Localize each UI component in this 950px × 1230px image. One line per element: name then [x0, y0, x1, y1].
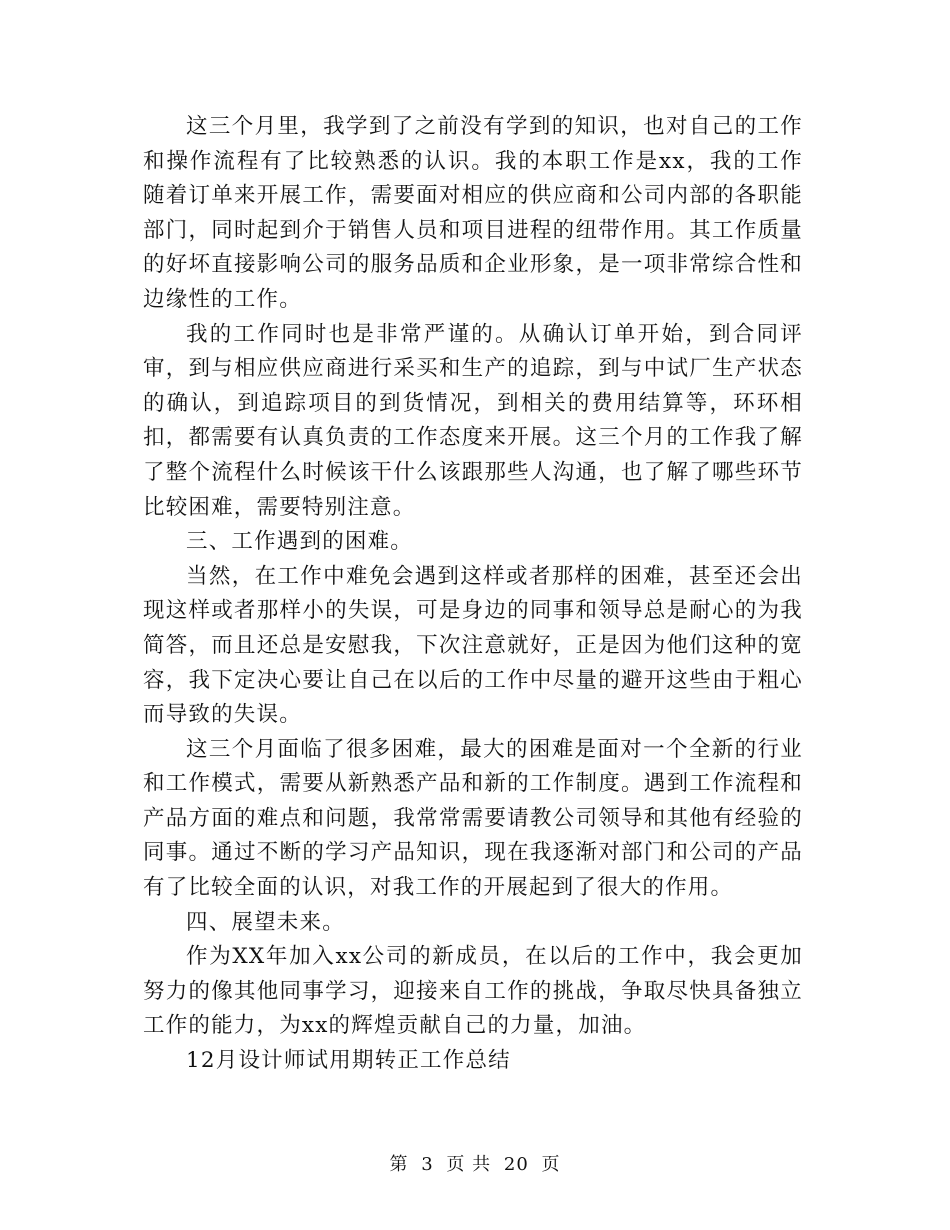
footer-middle: 页 共: [446, 1154, 492, 1175]
next-document-title: 12月设计师试用期转正工作总结: [186, 1048, 511, 1074]
section-heading: 四、展望未来。: [186, 909, 345, 935]
total-pages-number: 20: [503, 1154, 529, 1175]
paragraph: 当然，在工作中难免会遇到这样或者那样的困难，甚至还会出现这样或者那样小的失误，可是身边的同事和领导总是耐心的为我简答，而且还总是安慰我，下次注意就好，正是因为他们这种的宽容，我下定决心要让自己在以后的工作中尽量的避开这些由于粗心而导致的失误。: [143, 563, 803, 728]
section-heading: 三、工作遇到的困难。: [186, 529, 414, 555]
current-page-number: 3: [421, 1154, 434, 1175]
footer-suffix: 页: [541, 1154, 561, 1175]
paragraph: 作为XX年加入xx公司的新成员，在以后的工作中，我会更加努力的像其他同事学习，迎接来自工作的挑战，争取尽快具备独立工作的能力，为xx的辉煌贡献自己的力量，加油。: [143, 944, 803, 1039]
document-body: [143, 110, 803, 1079]
page-footer: [0, 1150, 950, 1176]
paragraph: 我的工作同时也是非常严谨的。从确认订单开始，到合同评审，到与相应供应商进行采买和生产的追踪，到与中试厂生产状态的确认，到追踪项目的到货情况，到相关的费用结算等，环环相扣，都需要有认真负责的工作态度来开展。这三个月的工作我了解了整个流程什么时候该干什么该跟那些人沟通，也了解了哪些环节比较困难，需要特别注意。: [143, 321, 803, 520]
paragraph: 这三个月里，我学到了之前没有学到的知识，也对自己的工作和操作流程有了比较熟悉的认识。我的本职工作是xx，我的工作随着订单来开展工作，需要面对相应的供应商和公司内部的各职能部门，同时起到介于销售人员和项目进程的纽带作用。其工作质量的好坏直接影响公司的服务品质和企业形象，是一项非常综合性和边缘性的工作。: [143, 114, 803, 312]
paragraph: 这三个月面临了很多困难，最大的困难是面对一个全新的行业和工作模式，需要从新熟悉产品和新的工作制度。遇到工作流程和产品方面的难点和问题，我常常需要请教公司领导和其他有经验的同事。通过不断的学习产品知识，现在我逐渐对部门和公司的产品有了比较全面的认识，对我工作的开展起到了很大的作用。: [143, 736, 803, 901]
footer-prefix: 第: [389, 1154, 409, 1175]
